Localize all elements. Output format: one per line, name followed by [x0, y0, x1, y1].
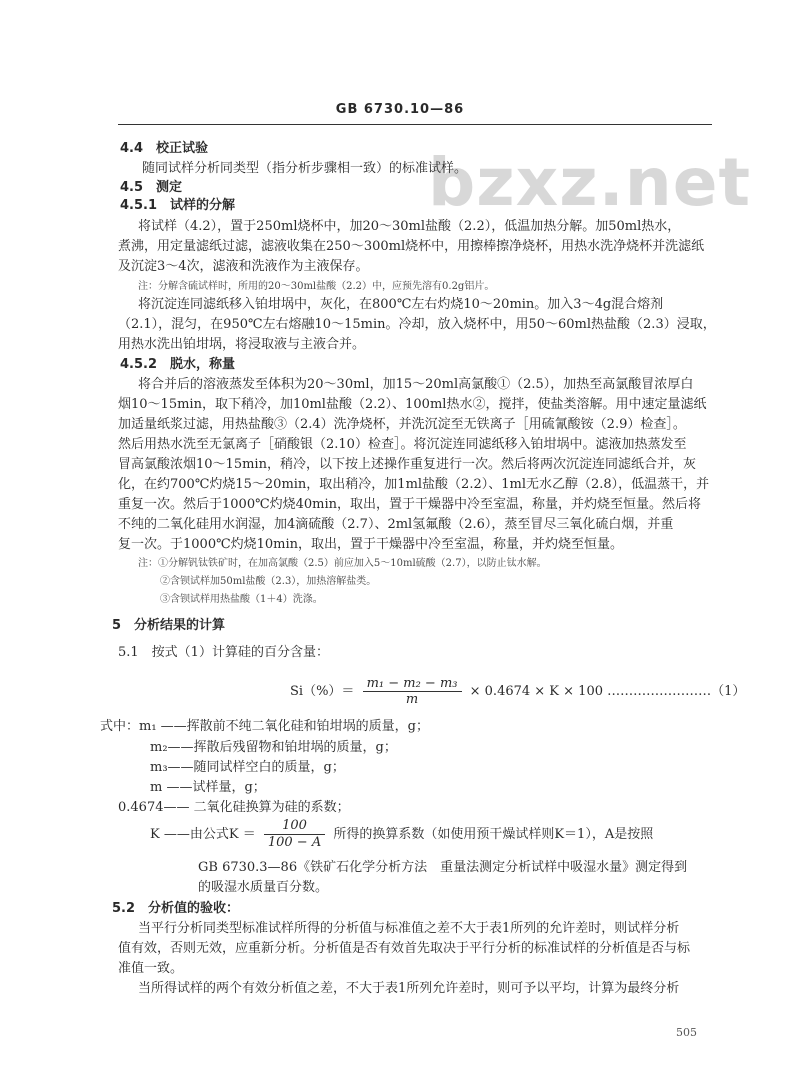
note-line: ②含钡试样加50ml盐酸（2.3），加热溶解盐类。	[160, 576, 377, 587]
paragraph-line: 值有效，否则无效，应重新分析。分析值是否有效首先取决于平行分析的标准试样的分析值是否与标	[118, 941, 691, 956]
formula-fraction	[363, 676, 462, 707]
section-4-5-2-heading: 4.5.2 脱水，称量	[120, 357, 236, 372]
section-4-5-1-heading: 4.5.1 试样的分解	[120, 198, 236, 213]
paragraph-line: 将沉淀连同滤纸移入铂坩埚中，灰化，在800℃左右灼烧10～20min。加入3～4g混合熔剂	[138, 297, 664, 312]
paragraph-line: 随同试样分析同类型（指分析步骤相一致）的标准试样。	[142, 161, 468, 176]
formula-lhs: Si（%）＝	[290, 684, 355, 699]
page-number: 505	[676, 1026, 697, 1039]
k-prefix: K ——由公式K ＝	[150, 827, 256, 842]
paragraph-line: 准值一致。	[118, 961, 184, 976]
variable-definition: 的吸湿水质量百分数。	[198, 880, 329, 895]
k-denominator: 100 − A	[267, 835, 322, 850]
variable-definition: 0.4674—— 二氧化硅换算为硅的系数；	[118, 800, 350, 815]
paragraph-line: 及沉淀3～4次，滤液和洗液作为主液保存。	[118, 259, 369, 274]
variable-definition: 式中：m₁ ——挥散前不纯二氧化硅和铂坩埚的质量，g；	[100, 719, 429, 734]
standard-header: GB 6730.10—86	[335, 102, 465, 117]
paragraph-line: （2.1），混匀，在950℃左右熔融10～15min。冷却，放入烧杯中，用50～60ml热盐酸（2.3）浸取，	[118, 317, 716, 332]
header-rule	[118, 124, 712, 125]
paragraph-line: 5.1 按式（1）计算硅的百分含量：	[118, 645, 329, 660]
paragraph-line: 不纯的二氧化硅用水润湿，加4滴硫酸（2.7）、2ml氢氟酸（2.6），蒸至冒尽三氧化硫白烟，并重	[118, 517, 674, 532]
paragraph-line: 用热水洗出铂坩埚，将浸取液与主液合并。	[118, 337, 366, 352]
section-5-2-heading: 5.2 分析值的验收：	[112, 901, 240, 916]
k-definition	[150, 818, 653, 851]
paragraph-line: 复一次。于1000℃灼烧10min，取出，置于干燥器中冷至室温，称量，并灼烧至恒量。	[118, 537, 624, 552]
formula-numerator: m₁ − m₂ − m₃	[363, 676, 462, 692]
note-line: 注：分解含硫试样时，所用的20～30ml盐酸（2.2）中，应预先溶有0.2g铝片。	[138, 281, 495, 292]
formula-denominator: m	[405, 692, 419, 707]
paragraph-line: 将合并后的溶液蒸发至体积为20～30ml，加15～20ml高氯酸①（2.5），加热至高氯酸冒浓厚白	[138, 377, 694, 392]
variable-definition: m₃——随同试样空白的质量，g；	[150, 760, 345, 775]
paragraph-line: 将试样（4.2），置于250ml烧杯中，加20～30ml盐酸（2.2），低温加热分解。加50ml热水，	[138, 219, 681, 234]
k-suffix: 所得的换算系数（如使用预干燥试样则K＝1），A是按照	[333, 827, 654, 842]
paragraph-line: 加适量纸浆过滤，用热盐酸③（2.4）洗净烧杯，并洗沉淀至无铁离子［用硫氰酸铵（2.9）检查］。	[118, 417, 686, 432]
section-5-heading: 5 分析结果的计算	[112, 618, 226, 633]
variable-definition: m₂——挥散后残留物和铂坩埚的质量，g；	[150, 740, 397, 755]
variable-definition: m ——试样量，g；	[150, 780, 266, 795]
paragraph-line: 烟10～15min，取下稍冷，加10ml盐酸（2.2）、100ml热水②，搅拌，使盐类溶解。用中速定量滤纸	[118, 397, 707, 412]
paragraph-line: 煮沸，用定量滤纸过滤，滤液收集在250～300ml烧杯中，用擦棒擦净烧杯，用热水洗净烧杯并洗滤纸	[118, 239, 705, 254]
note-line: ③含钡试样用热盐酸（1＋4）洗涤。	[160, 594, 323, 605]
paragraph-line: 冒高氯酸浓烟10～15min，稍冷，以下按上述操作重复进行一次。然后将两次沉淀连同滤纸合并，灰	[118, 457, 696, 472]
section-4-4-heading: 4.4 校正试验	[120, 141, 209, 156]
formula-rhs: × 0.4674 × K × 100 ……………………（1）	[469, 684, 746, 699]
paragraph-line: 重复一次。然后于1000℃灼烧40min，取出，置于干燥器中冷至室温，称量，并灼烧至恒量。然后将	[118, 497, 702, 512]
paragraph-line: 当所得试样的两个有效分析值之差，不大于表1所列允许差时，则可予以平均，计算为最终分析	[138, 981, 680, 996]
paragraph-line: 化，在约700℃灼烧15～20min，取出稍冷，加1ml盐酸（2.2）、1ml无水乙醇（2.8），低温蒸干，并	[118, 477, 710, 492]
note-line: 注：①分解钒钛铁矿时，在加高氯酸（2.5）前应加入5～10ml硫酸（2.7），以防止钛水解。	[138, 558, 547, 569]
watermark: bzxz.net	[428, 144, 752, 221]
k-numerator: 100	[264, 818, 325, 835]
silicon-formula	[290, 676, 745, 707]
k-fraction	[264, 818, 325, 851]
paragraph-line: 当平行分析同类型标准试样所得的分析值与标准值之差不大于表1所列的允许差时，则试样分析	[138, 921, 680, 936]
variable-definition: GB 6730.3—86《铁矿石化学分析方法 重量法测定分析试样中吸湿水量》测定得到	[198, 860, 688, 875]
paragraph-line: 然后用热水洗至无氯离子［硝酸银（2.10）检查］。将沉淀连同滤纸移入铂坩埚中。滤液加热蒸发至	[118, 437, 687, 452]
section-4-5-heading: 4.5 测定	[120, 180, 183, 195]
